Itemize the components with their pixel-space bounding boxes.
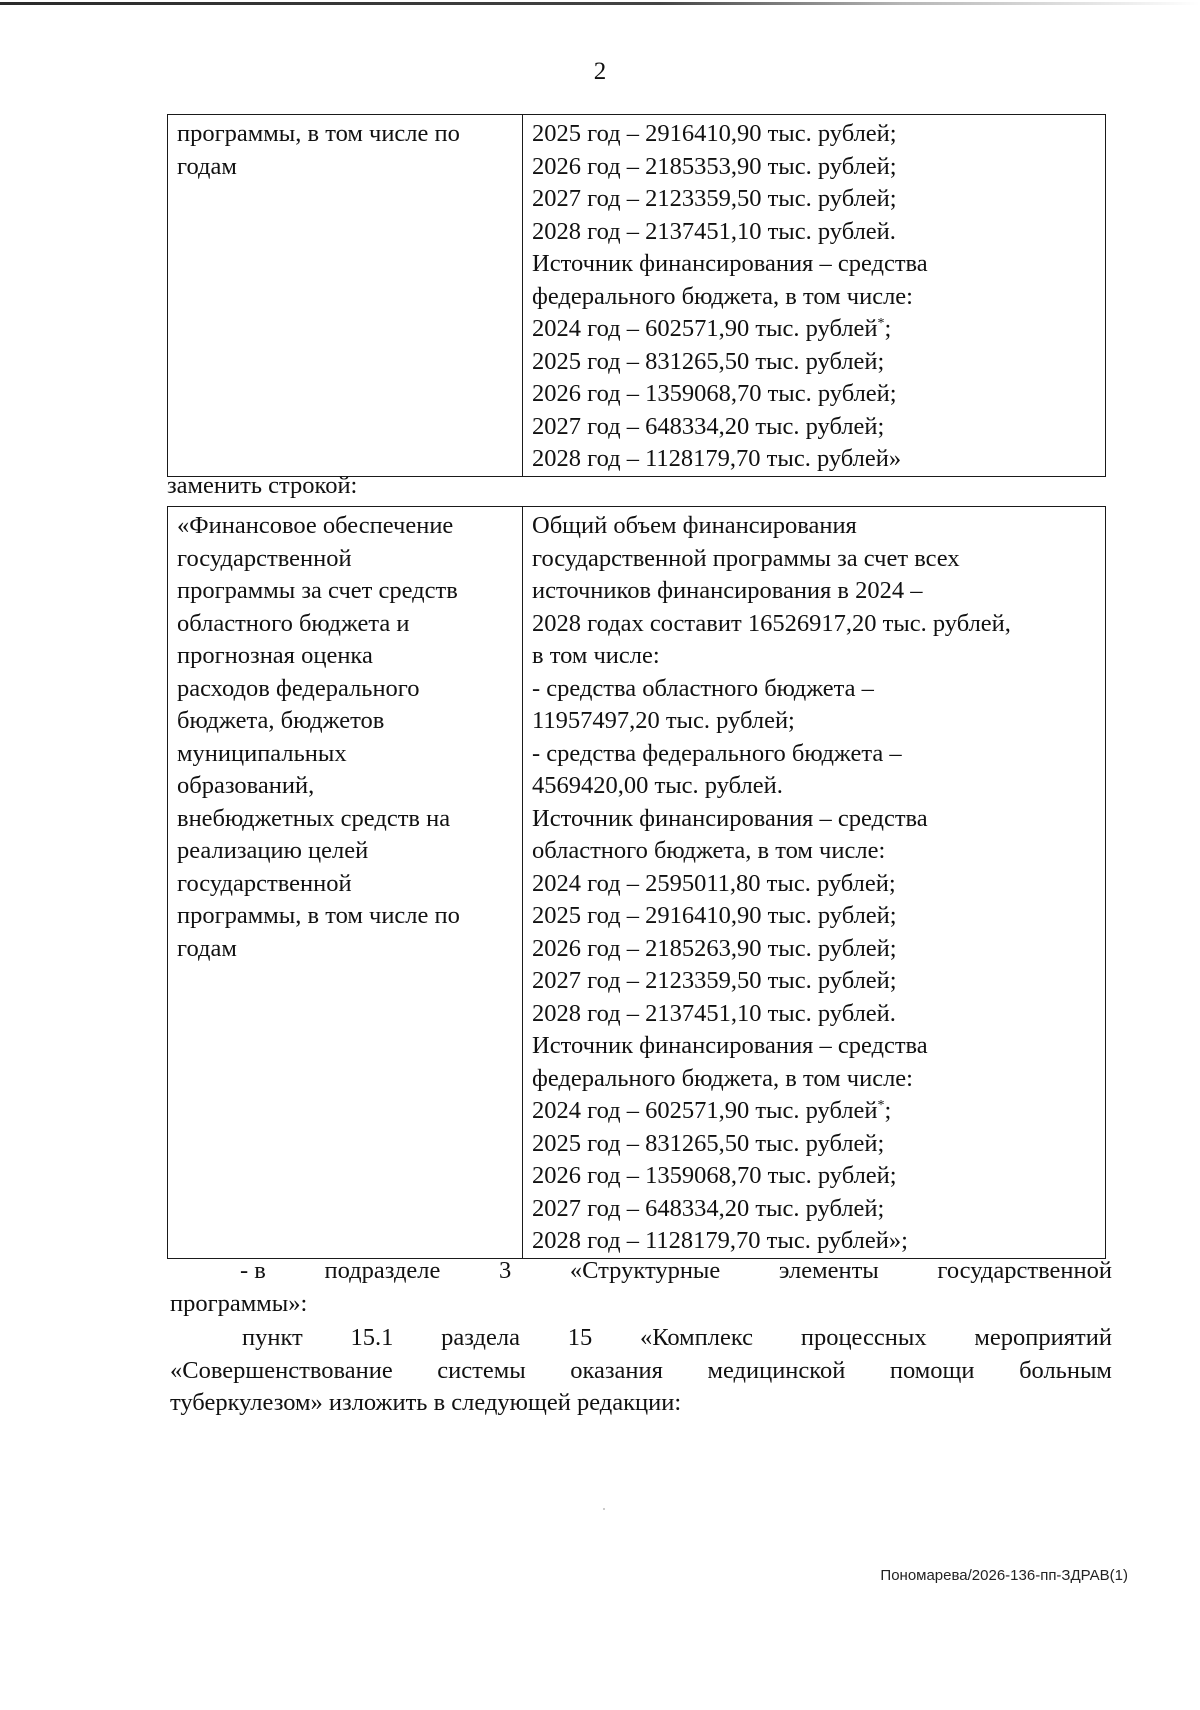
text-line: расходов федерального [177,674,420,702]
text-line: образований, [177,772,315,799]
word: 15 [567,1324,593,1351]
word: пункт [242,1324,303,1351]
text-line: государственной программы за счет всех [532,544,960,572]
text-line: федерального бюджета, в том числе: [532,1064,913,1092]
text-line: 2026 год – 1359068,70 тыс. рублей; [532,380,897,407]
justified-line [170,1255,1112,1288]
table-cell-left [168,115,523,477]
word: «Комплекс [640,1324,754,1351]
word: медицинской [707,1356,846,1384]
text-line: государственной [177,869,352,897]
text-line: 2027 год – 2123359,50 тыс. рублей; [532,185,897,212]
text-line: федерального бюджета, в том числе: [532,282,913,310]
table-cell-right [523,115,1106,477]
text-line: 2026 год – 2185263,90 тыс. рублей; [532,934,897,962]
text-line: 2028 год – 1128179,70 тыс. рублей» [532,445,902,472]
justified-line [170,1322,1112,1355]
text-line: 2026 год – 2185353,90 тыс. рублей; [532,152,897,180]
text-line: 2027 год – 648334,20 тыс. рублей; [532,412,885,440]
text-line: 4569420,00 тыс. рублей. [532,772,783,799]
word: больным [1019,1356,1112,1384]
table-row [168,115,1106,477]
footnote-mark: * [877,1098,885,1113]
word: «Совершенствование [170,1356,393,1384]
text-fragment: ; [884,1097,892,1124]
text-line: программы»: [170,1289,308,1317]
word: 3 [499,1257,512,1284]
scan-edge-line [0,2,1200,5]
text-line: - средства областного бюджета – [532,674,874,702]
text-line: программы, в том числе по [177,902,460,929]
text-line: Источник финансирования – средства [532,804,928,832]
word: «Структурные [569,1257,721,1284]
text-line: Источник финансирования – средства [532,1032,928,1059]
text-line: годам [177,934,237,962]
text-line: прогнозная оценка [177,642,373,669]
word: процессных [800,1324,927,1351]
text-line: 2028 год – 1128179,70 тыс. рублей»; [532,1227,908,1254]
table-row [168,507,1106,1259]
text-line: Источник финансирования – средства [532,250,928,277]
word: государственной [937,1257,1112,1284]
replacement-table [167,506,1106,1259]
paragraph-subsection [170,1255,1112,1320]
text-line: государственной [177,544,352,572]
text-line: в том числе: [532,642,660,669]
text-line-footnoted [532,1095,1101,1128]
scan-speck [603,1508,605,1510]
text-line-footnoted [532,313,1101,346]
table-cell-right [523,507,1106,1259]
text-line: 2025 год – 831265,50 тыс. рублей; [532,347,885,375]
text-line: Общий объем финансирования [532,512,857,539]
word: системы [437,1356,526,1384]
replace-label: заменить строкой: [167,472,358,499]
text-line: бюджета, бюджетов [177,707,385,734]
text-line: программы за счет средств [177,577,458,604]
text-line: 2026 год – 1359068,70 тыс. рублей; [532,1162,897,1189]
text-line: 2025 год – 2916410,90 тыс. рублей; [532,902,897,929]
text-line: 2027 год – 2123359,50 тыс. рублей; [532,967,897,994]
table-cell-left [168,507,523,1259]
word: - в [240,1257,266,1284]
word: 15.1 [350,1324,394,1351]
paragraph-item [170,1322,1112,1420]
text-line: программы, в том числе по [177,120,460,147]
text-line: источников финансирования в 2024 – [532,577,923,604]
text-line: 2028 годах составит 16526917,20 тыс. рублей, [532,609,1011,637]
text-fragment: 2024 год – 602571,90 тыс. рублей [532,315,878,342]
word: элементы [778,1257,879,1284]
continuation-table [167,114,1106,477]
text-line: 2024 год – 2595011,80 тыс. рублей; [532,869,896,897]
text-line: областного бюджета, в том числе: [532,837,886,864]
word: оказания [570,1356,663,1384]
justified-line [170,1355,1112,1388]
text-line: внебюджетных средств на [177,804,451,832]
text-line: 2027 год – 648334,20 тыс. рублей; [532,1194,885,1222]
text-line: 11957497,20 тыс. рублей; [532,707,795,734]
text-line: туберкулезом» изложить в следующей редакции: [170,1389,682,1416]
word: мероприятий [974,1324,1112,1351]
text-line: муниципальных [177,739,347,767]
text-line: реализацию целей [177,837,369,864]
word: подразделе [324,1257,441,1284]
text-line: 2025 год – 831265,50 тыс. рублей; [532,1129,885,1157]
text-fragment: 2024 год – 602571,90 тыс. рублей [532,1097,878,1124]
text-line: годам [177,152,237,180]
footnote-mark: * [877,316,885,331]
document-code: Пономарева/2026-136-пп-ЗДРАВ(1) [880,1567,1128,1584]
word: раздела [441,1324,520,1351]
text-line: «Финансовое обеспечение [177,512,454,539]
text-fragment: ; [884,315,892,342]
word: помощи [889,1356,975,1384]
text-line: - средства федерального бюджета – [532,739,902,767]
text-line: областного бюджета и [177,609,410,637]
page-number: 2 [593,58,607,85]
text-line: 2028 год – 2137451,10 тыс. рублей. [532,999,896,1027]
text-line: 2028 год – 2137451,10 тыс. рублей. [532,217,896,245]
text-line: 2025 год – 2916410,90 тыс. рублей; [532,120,897,147]
